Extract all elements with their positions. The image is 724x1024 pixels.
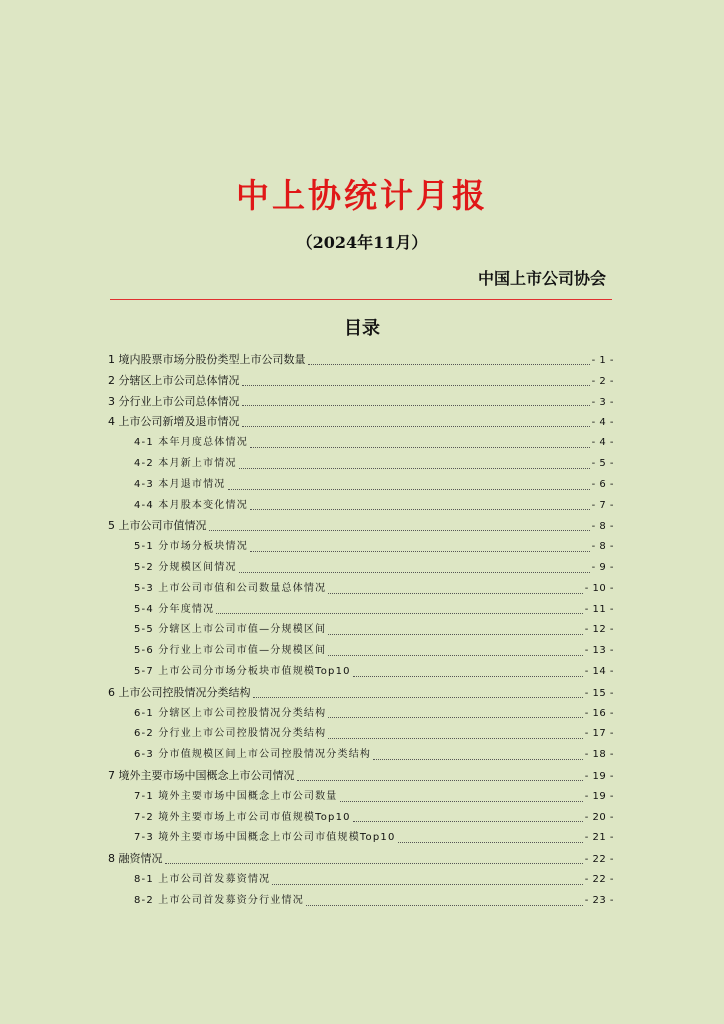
toc-entry-page: - 5 - — [591, 457, 614, 469]
document-subtitle: （2024年11月） — [296, 233, 428, 252]
toc-leader-dots — [272, 884, 582, 885]
toc-leader-dots — [353, 821, 583, 822]
toc-entry[interactable] — [108, 579, 614, 600]
toc-leader-dots — [242, 385, 590, 386]
toc-entry[interactable] — [108, 870, 614, 891]
toc-entry-label: 5-6 分行业上市公司市值—分规模区间 — [134, 645, 327, 657]
toc-entry-page: - 17 - — [584, 728, 614, 740]
toc-entry-label: 5-5 分辖区上市公司市值—分规模区间 — [134, 624, 327, 636]
toc-entry-label: 5-7 上市公司分市场分板块市值规模Top10 — [134, 665, 351, 677]
toc-entry[interactable] — [108, 704, 614, 725]
header-divider — [110, 299, 612, 300]
toc-entry-label: 8-1 上市公司首发募资情况 — [134, 873, 271, 885]
toc-leader-dots — [209, 530, 590, 531]
toc-entry[interactable] — [108, 433, 614, 454]
organization-name: 中国上市公司协会 — [477, 269, 606, 288]
table-of-contents — [108, 350, 614, 912]
toc-entry-label: 6-2 分行业上市公司控股情况分类结构 — [134, 728, 327, 740]
toc-entry-label: 8-2 上市公司首发募资分行业情况 — [134, 894, 304, 906]
toc-leader-dots — [253, 697, 583, 698]
toc-entry-label: 5-2 分规模区间情况 — [134, 561, 237, 573]
toc-entry[interactable] — [108, 558, 614, 579]
toc-entry-page: - 15 - — [584, 687, 614, 699]
toc-entry-label: 2 分辖区上市公司总体情况 — [108, 373, 240, 387]
toc-entry[interactable] — [108, 662, 614, 683]
toc-entry[interactable] — [108, 392, 614, 413]
toc-leader-dots — [297, 780, 583, 781]
toc-leader-dots — [373, 759, 583, 760]
toc-entry-page: - 12 - — [584, 624, 614, 636]
toc-entry-label: 7-2 境外主要市场上市公司市值规模Top10 — [134, 811, 351, 823]
toc-entry-page: - 1 - — [591, 355, 614, 366]
toc-entry-page: - 7 - — [591, 499, 614, 511]
toc-entry[interactable] — [108, 641, 614, 662]
toc-entry-label: 4-3 本月退市情况 — [134, 478, 226, 490]
toc-leader-dots — [250, 447, 590, 448]
toc-entry-page: - 13 - — [584, 645, 614, 657]
toc-entry-label: 5-3 上市公司市值和公司数量总体情况 — [134, 582, 327, 594]
toc-leader-dots — [165, 863, 583, 864]
toc-leader-dots — [239, 468, 590, 469]
toc-entry[interactable] — [108, 828, 614, 849]
toc-entry-page: - 18 - — [584, 749, 614, 761]
toc-entry-label: 6-3 分市值规模区间上市公司控股情况分类结构 — [134, 749, 372, 761]
toc-entry-page: - 21 - — [584, 832, 614, 844]
toc-entry-label: 5-4 分年度情况 — [134, 603, 215, 615]
toc-entry-page: - 4 - — [591, 417, 614, 429]
toc-entry[interactable] — [108, 849, 614, 870]
toc-entry-label: 4-4 本月股本变化情况 — [134, 499, 248, 511]
toc-entry-page: - 6 - — [591, 478, 614, 490]
toc-entry-label: 7-3 境外主要市场中国概念上市公司市值规模Top10 — [134, 832, 396, 844]
toc-entry[interactable] — [108, 496, 614, 517]
toc-leader-dots — [239, 572, 590, 573]
toc-entry-label: 3 分行业上市公司总体情况 — [108, 394, 240, 408]
toc-entry[interactable] — [108, 350, 614, 371]
toc-entry-page: - 16 - — [584, 707, 614, 719]
toc-entry-page: - 19 - — [584, 770, 614, 782]
toc-leader-dots — [250, 551, 590, 552]
toc-entry[interactable] — [108, 516, 614, 537]
toc-leader-dots — [308, 364, 590, 365]
toc-entry-page: - 11 - — [584, 603, 614, 615]
toc-leader-dots — [353, 676, 583, 677]
toc-entry-page: - 19 - — [584, 790, 614, 802]
toc-entry-label: 8 融资情况 — [108, 852, 163, 866]
toc-entry-label: 5-1 分市场分板块情况 — [134, 541, 248, 553]
toc-entry-label: 4 上市公司新增及退市情况 — [108, 415, 240, 429]
toc-leader-dots — [328, 634, 582, 635]
toc-entry-label: 4-1 本年月度总体情况 — [134, 437, 248, 449]
toc-entry[interactable] — [108, 537, 614, 558]
toc-leader-dots — [242, 426, 590, 427]
toc-entry-page: - 4 - — [591, 437, 614, 449]
toc-entry-page: - 20 - — [584, 811, 614, 823]
toc-entry-page: - 9 - — [591, 561, 614, 573]
toc-entry-label: 5 上市公司市值情况 — [108, 519, 207, 533]
toc-entry-label: 7-1 境外主要市场中国概念上市公司数量 — [134, 790, 338, 802]
toc-entry-page: - 2 - — [591, 375, 614, 387]
toc-entry-label: 6-1 分辖区上市公司控股情况分类结构 — [134, 707, 327, 719]
toc-entry-page: - 23 - — [584, 894, 614, 906]
toc-leader-dots — [328, 655, 582, 656]
toc-entry-page: - 22 - — [584, 854, 614, 866]
toc-leader-dots — [398, 842, 583, 843]
toc-entry[interactable] — [108, 683, 614, 704]
toc-entry[interactable] — [108, 745, 614, 766]
toc-heading: 目录 — [344, 318, 380, 339]
toc-entry[interactable] — [108, 371, 614, 392]
toc-entry[interactable] — [108, 620, 614, 641]
toc-entry[interactable] — [108, 787, 614, 808]
document-title: 中上协统计月报 — [236, 176, 488, 215]
toc-leader-dots — [328, 717, 582, 718]
toc-entry[interactable] — [108, 600, 614, 621]
toc-leader-dots — [228, 489, 590, 490]
toc-leader-dots — [328, 738, 582, 739]
toc-entry[interactable] — [108, 475, 614, 496]
toc-entry[interactable] — [108, 766, 614, 787]
toc-leader-dots — [216, 613, 582, 614]
toc-entry-label: 4-2 本月新上市情况 — [134, 457, 237, 469]
toc-leader-dots — [328, 593, 582, 594]
toc-entry-label: 6 上市公司控股情况分类结构 — [108, 685, 251, 699]
toc-entry[interactable] — [108, 891, 614, 912]
toc-entry-label: 7 境外主要市场中国概念上市公司情况 — [108, 768, 295, 782]
toc-entry-page: - 14 - — [584, 665, 614, 677]
toc-leader-dots — [250, 509, 590, 510]
toc-leader-dots — [340, 801, 583, 802]
toc-entry-label: 1 境内股票市场分股份类型上市公司数量 — [108, 353, 306, 366]
toc-entry[interactable] — [108, 454, 614, 475]
toc-leader-dots — [306, 905, 583, 906]
toc-entry-page: - 10 - — [584, 582, 614, 594]
toc-entry[interactable] — [108, 808, 614, 829]
toc-leader-dots — [242, 405, 590, 406]
toc-entry-page: - 3 - — [591, 396, 614, 408]
toc-entry-page: - 8 - — [591, 521, 614, 533]
toc-entry[interactable] — [108, 412, 614, 433]
toc-entry[interactable] — [108, 724, 614, 745]
toc-entry-page: - 22 - — [584, 873, 614, 885]
toc-entry-page: - 8 - — [591, 541, 614, 553]
